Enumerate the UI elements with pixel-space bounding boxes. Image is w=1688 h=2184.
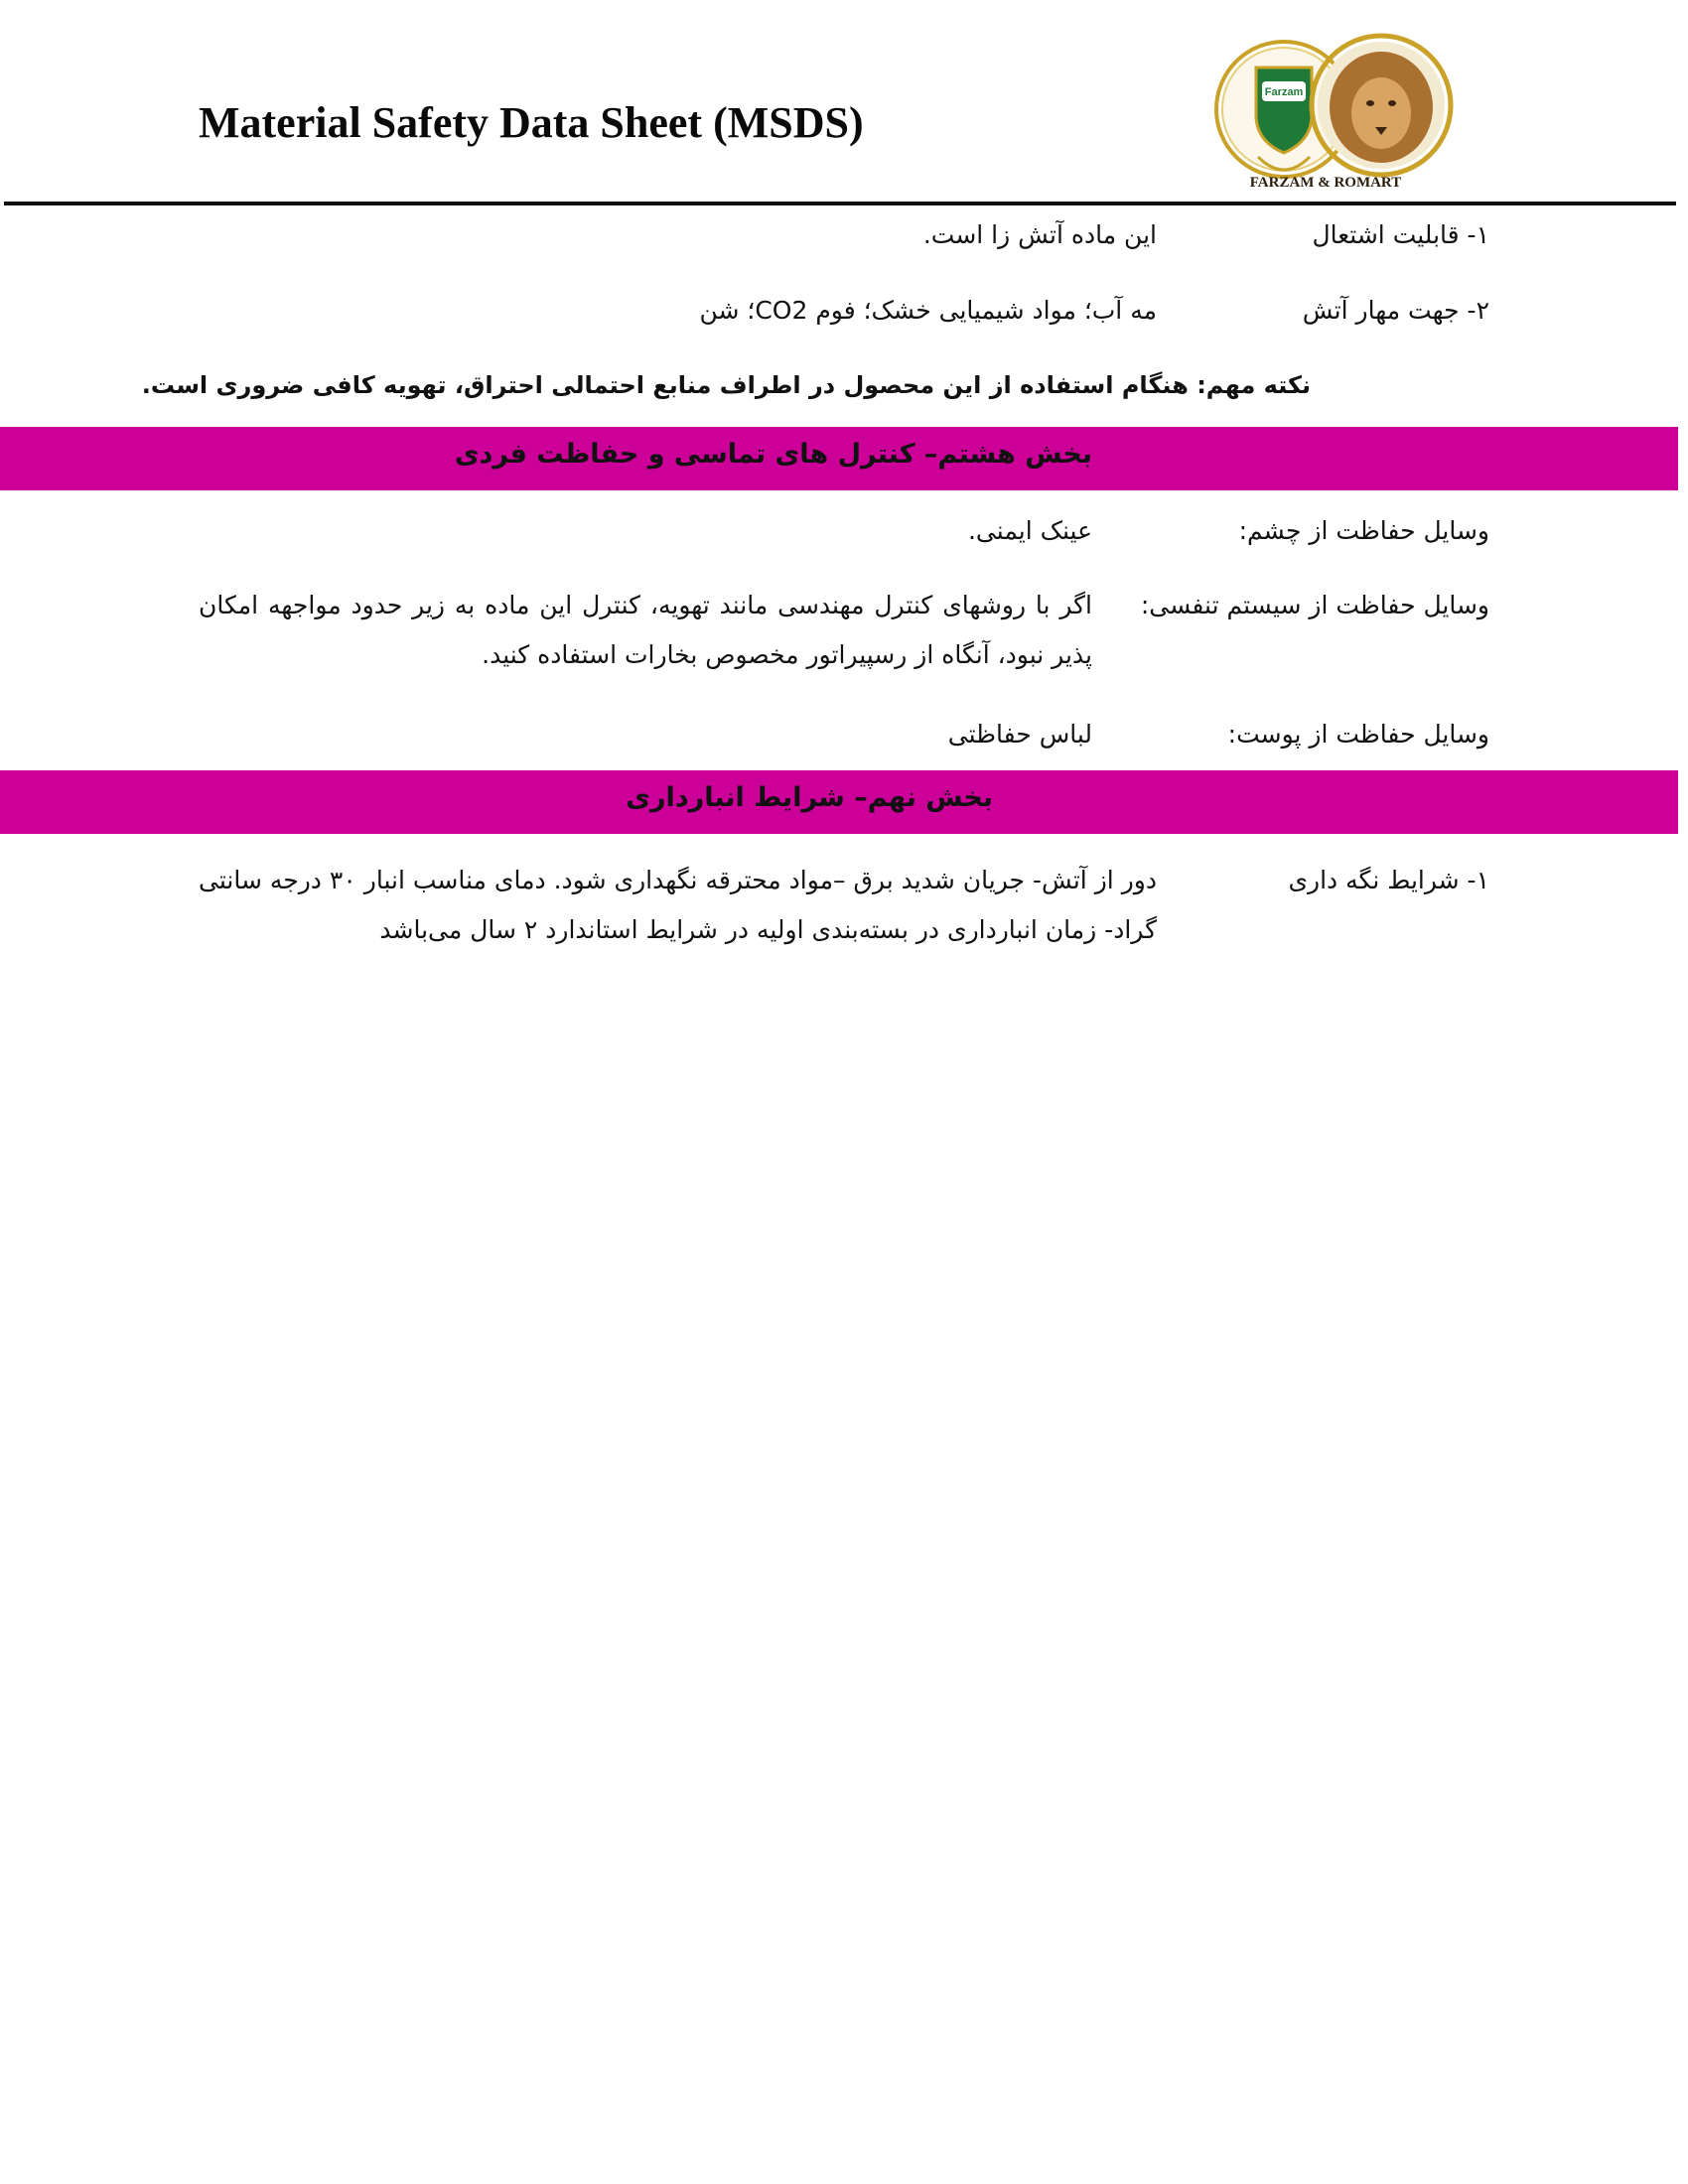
- item-label: وسایل حفاظت از سیستم تنفسی:: [1140, 591, 1489, 619]
- fire-item-extinguishing: [179, 286, 1489, 338]
- item-label: ١- قابلیت اشتعال: [1312, 220, 1489, 249]
- section8-item-skin: [199, 710, 1489, 761]
- fire-item-flammability: [179, 210, 1489, 262]
- item-value: مه آب؛ مواد شیمیایی خشک؛ فوم CO2؛ شن: [699, 296, 1157, 325]
- header-divider: [4, 202, 1676, 205]
- section-8-title: بخش هشتم– کنترل های تماسی و حفاظت فردی: [454, 439, 1092, 470]
- item-label: ٢- جهت مهار آتش: [1302, 296, 1489, 325]
- section-9-header: [0, 770, 1678, 834]
- section-8-header: [0, 427, 1678, 490]
- item-label: ١- شرایط نگه داری: [1288, 866, 1489, 894]
- logo-caption: FARZAM & ROMART: [1249, 175, 1402, 191]
- document-title: Material Safety Data Sheet (MSDS): [199, 98, 864, 147]
- item-label: وسایل حفاظت از چشم:: [1238, 516, 1489, 545]
- section8-item-eye: [199, 506, 1489, 558]
- item-value: عینک ایمنی.: [967, 516, 1092, 545]
- item-label: وسایل حفاظت از پوست:: [1227, 720, 1489, 749]
- item-value: این ماده آتش زا است.: [922, 220, 1157, 249]
- section8-item-respiratory: [199, 581, 1489, 690]
- section9-item-storage: [199, 856, 1489, 965]
- fire-safety-note: نکته مهم: هنگام استفاده از این محصول در اطراف منابع احتمالی احتراق، تهویه کافی ضروری است.: [141, 371, 1311, 399]
- item-value: اگر با روشهای کنترل مهندسی مانند تهویه، کنترل این ماده به زیر حدود مواجهه امکان پذیر نبود، آنگاه از رسپیراتور مخصوص بخارات استفاده کنید.: [199, 591, 1092, 669]
- section-9-title: بخش نهم– شرایط انبارداری: [626, 782, 993, 813]
- item-value: دور از آتش- جریان شدید برق –مواد محترقه نگهداری شود. دمای مناسب انبار ٣٠ درجه سانتی گراد- زمان انبارداری در بسته‌بندی اولیه در شرایط استاندارد ٢ سال می‌باشد: [199, 866, 1157, 944]
- item-value: لباس حفاظتی: [947, 720, 1092, 749]
- logo-badge-text: Farzam: [1264, 86, 1304, 98]
- farzam-romart-logo: [1196, 18, 1455, 197]
